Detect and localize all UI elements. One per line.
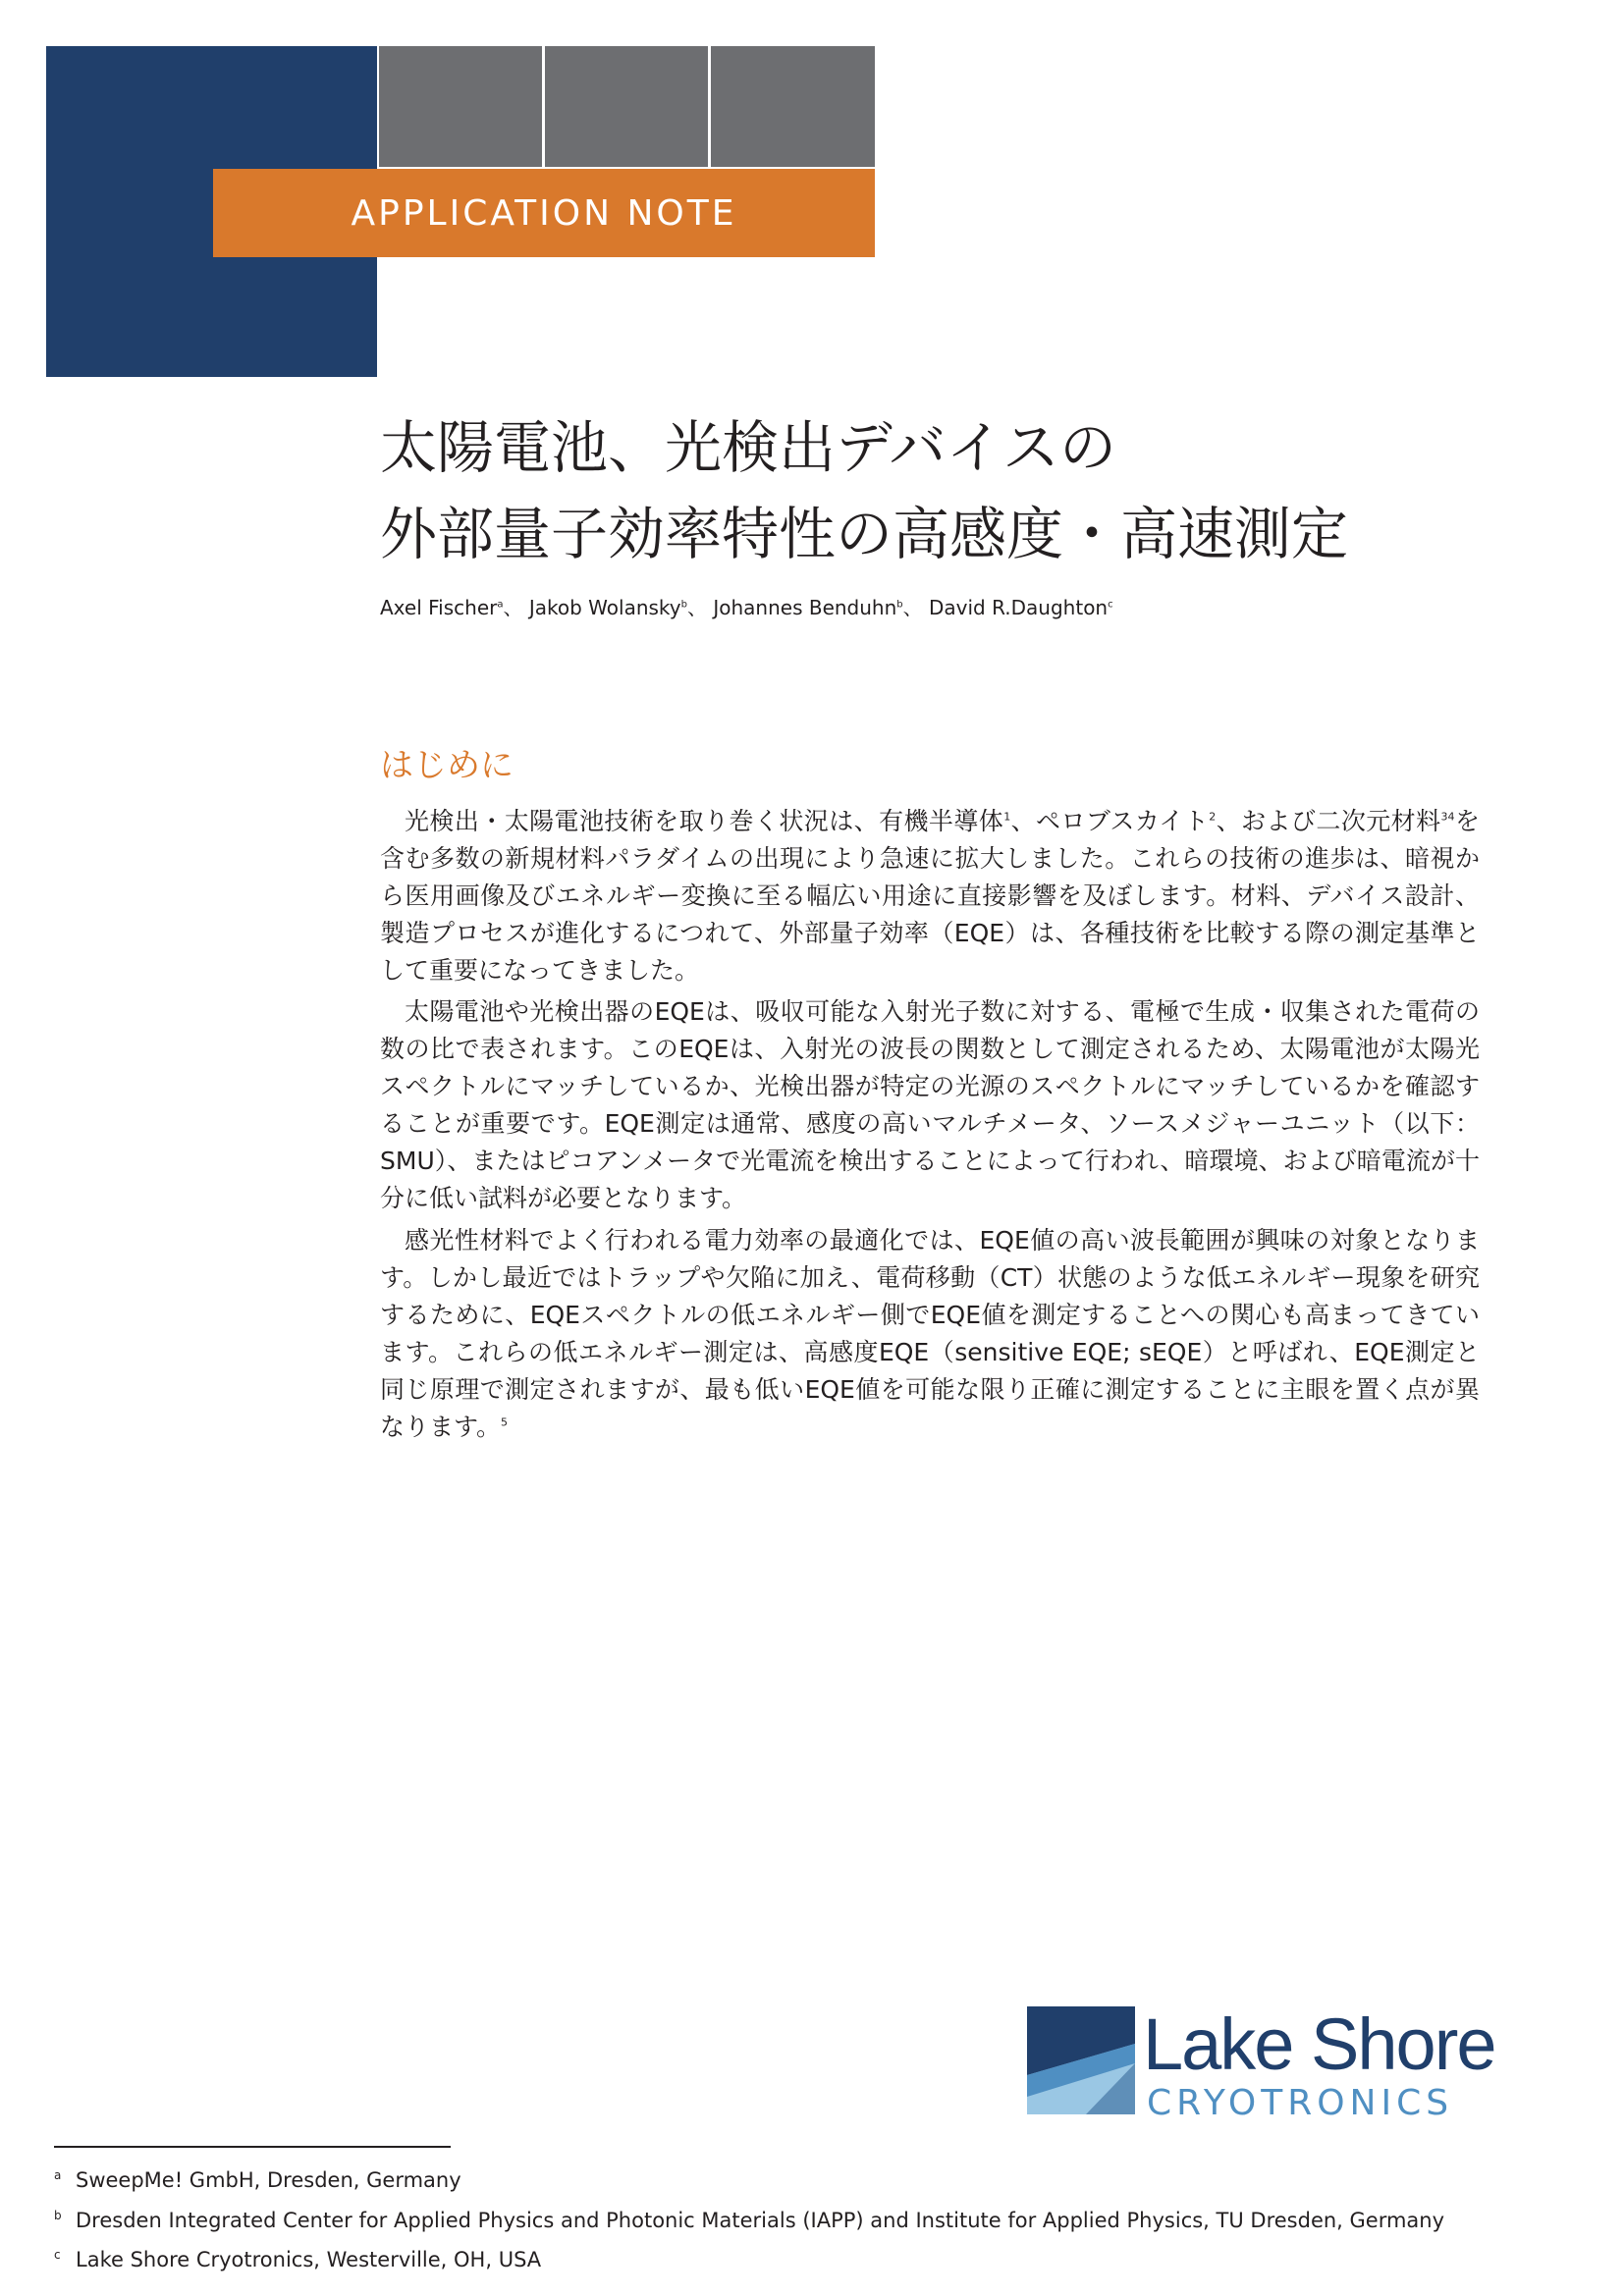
intro-paragraph-3 bbox=[380, 1222, 1480, 1446]
author-list bbox=[380, 592, 1558, 620]
title-line-1: 太陽電池、光検出デバイスの bbox=[380, 414, 1116, 481]
paragraph-text: 感光性材料でよく行われる電力効率の最適化では、EQE値の高い波長範囲が興味の対象となります。しかし最近ではトラップや欠陥に加え、電荷移動（CT）状態のような低エネルギー現象を研究するために、EQEスペクトルの低エネルギー側でEQE値を測定することへの関心も高まってきています。これらの低エネルギー測定は、高感度EQE（sensitive EQE; sEQE）と呼ばれ、EQE測定と同じ原理で測定されますが、最も低いEQE値を可能な限り正確に測定することに主眼を置く点が異なります。 bbox=[380, 1226, 1480, 1441]
footnote-mark: b bbox=[54, 2209, 62, 2222]
lake-shore-logo bbox=[1027, 2003, 1587, 2123]
paragraph-text: 光検出・太陽電池技術を取り巻く状況は、有機半導体 bbox=[405, 807, 1004, 835]
footnote-mark: c bbox=[54, 2248, 61, 2262]
author-name: Jakob Wolansky bbox=[528, 596, 681, 619]
footnote-text: SweepMe! GmbH, Dresden, Germany bbox=[76, 2168, 461, 2192]
footnote-text: Lake Shore Cryotronics, Westerville, OH, USA bbox=[76, 2248, 542, 2271]
footnote-b bbox=[54, 2209, 1444, 2232]
title-line-2: 外部量子効率特性の高感度・高速測定 bbox=[380, 501, 1349, 567]
author-affiliation-mark: c bbox=[1108, 599, 1113, 611]
author-affiliation-mark: b bbox=[896, 599, 903, 611]
intro-paragraph-2: 太陽電池や光検出器のEQEは、吸収可能な入射光子数に対する、電極で生成・収集された電荷の数の比で表されます。このEQEは、入射光の波長の関数として測定されるため、太陽電池が太陽光スペクトルにマッチしているか、光検出器が特定の光源のスペクトルにマッチしているかを確認することが重要です。EQE測定は通常、感度の高いマルチメータ、ソースメジャーユニット（以下：SMU）、またはピコアンメータで光電流を検出することによって行われ、暗環境、および暗電流が十分に低い試料が必要となります。 bbox=[380, 997, 1480, 1212]
footnote-mark: a bbox=[54, 2168, 62, 2182]
author-affiliation-mark: a bbox=[497, 599, 504, 611]
author-separator: 、 bbox=[686, 596, 707, 619]
header-grey-block-3 bbox=[711, 46, 875, 167]
logo-subtitle: CRYOTRONICS bbox=[1147, 2083, 1454, 2123]
page-title bbox=[380, 404, 1558, 577]
footnote-a bbox=[54, 2168, 461, 2192]
author-name: David R.Daughton bbox=[929, 596, 1109, 619]
application-note-banner bbox=[213, 169, 875, 257]
footnote-c bbox=[54, 2248, 541, 2271]
reference-mark: 5 bbox=[501, 1415, 509, 1429]
header-grey-block-1 bbox=[379, 46, 542, 167]
paragraph-text: 、ペロブスカイト bbox=[1010, 807, 1210, 835]
footnote-divider bbox=[54, 2146, 451, 2148]
logo-wordmark: Lake Shore bbox=[1143, 2003, 1495, 2085]
paragraph-text: を含む多数の新規材料パラダイムの出現により急速に拡大しました。これらの技術の進歩は、暗視から医用画像及びエネルギー変換に至る幅広い用途に直接影響を及ぼします。材料、デバイス設計、製造プロセスが進化するにつれて、外部量子効率（EQE）は、各種技術を比較する際の測定基準として重要になってきました。 bbox=[380, 807, 1480, 985]
reference-mark: 34 bbox=[1440, 810, 1455, 824]
author-name: Johannes Benduhn bbox=[713, 596, 897, 619]
author-separator: 、 bbox=[503, 596, 523, 619]
reference-mark: 1 bbox=[1003, 810, 1011, 824]
author-separator: 、 bbox=[902, 596, 923, 619]
intro-paragraph-1 bbox=[380, 803, 1480, 989]
author-affiliation-mark: b bbox=[680, 599, 687, 611]
banner-label: APPLICATION NOTE bbox=[351, 192, 737, 234]
author-name: Axel Fischer bbox=[380, 596, 498, 619]
reference-mark: 2 bbox=[1209, 810, 1217, 824]
footnote-text: Dresden Integrated Center for Applied Physics and Photonic Materials (IAPP) and Institute for Applied Physics, TU Dresden, Germany bbox=[76, 2209, 1445, 2232]
header-grey-block-2 bbox=[545, 46, 708, 167]
lake-shore-logo-mark-icon bbox=[1027, 2006, 1135, 2114]
section-heading-introduction: はじめに bbox=[380, 746, 514, 785]
paragraph-text: 、および二次元材料 bbox=[1216, 807, 1441, 835]
